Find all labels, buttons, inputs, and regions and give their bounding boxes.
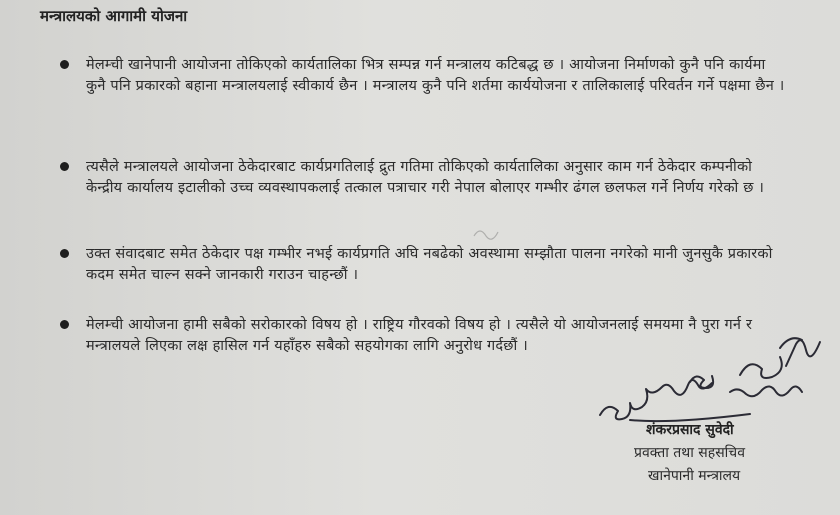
bullet-text: त्यसैले मन्त्रालयले आयोजना ठेकेदारबाट कार्यप्रगतिलाई द्रुत गतिमा तोकिएको कार्यतालिका अनुसार काम गर्न ठेकेदार कम्पनीको केन्द्रीय कार्यालय इटालीको उच्च व्यवस्थापकलाई तत्काल पत्राचार गरी नेपाल बोलाएर गम्भीर ढंगल छलफल गर्ने निर्णय गरेको छ । [86,159,765,196]
bullet-item [60,157,785,199]
bullet-icon [60,249,69,258]
bullet-icon [60,162,69,171]
bullet-item [60,244,785,286]
signatory-name: शंकरप्रसाद सुवेदी [646,422,734,438]
bullet-text: मेलम्ची खानेपानी आयोजना तोकिएको कार्यतालिका भित्र सम्पन्न गर्न मन्त्रालय कटिबद्ध छ । आयोजना निर्माणको कुनै पनि कार्यमा कुनै पनि प्रकारको बहाना मन्त्रालयलाई स्वीकार्य छैन । मन्त्रालय कुनै पनि शर्तमा कार्ययोजना र तालिकालाई परिवर्तन गर्ने पक्षमा छैन । [86,57,785,94]
bullet-icon [60,60,69,69]
bullet-text: उक्त संवादबाट समेत ठेकेदार पक्ष गम्भीर नभई कार्यप्रगति अघि नबढेको अवस्थामा सम्झौता पालना नगरेको मानी जुनसुकै प्रकारको कदम समेत चाल्न सक्ने जानकारी गराउन चाहन्छौं । [86,246,773,283]
bullet-item [60,55,785,97]
handwritten-signature [590,320,840,430]
bullet-icon [60,320,69,329]
signatory-office: खानेपानी मन्त्रालय [648,468,741,484]
document-heading: मन्त्रालयको आगामी योजना [40,7,188,25]
smudge-mark [470,222,510,244]
signatory-title: प्रवक्ता तथा सहसचिव [634,445,745,461]
bullet-text: मेलम्ची आयोजना हामी सबैको सरोकारको विषय हो । राष्ट्रिय गौरवको विषय हो । त्यसैले यो आयोजनलाई समयमा नै पुरा गर्न र मन्त्रालयले लिएका लक्ष हासिल गर्न यहाँहरु सबैको सहयोगका लागि अनुरोध गर्दछौं । [86,317,753,354]
